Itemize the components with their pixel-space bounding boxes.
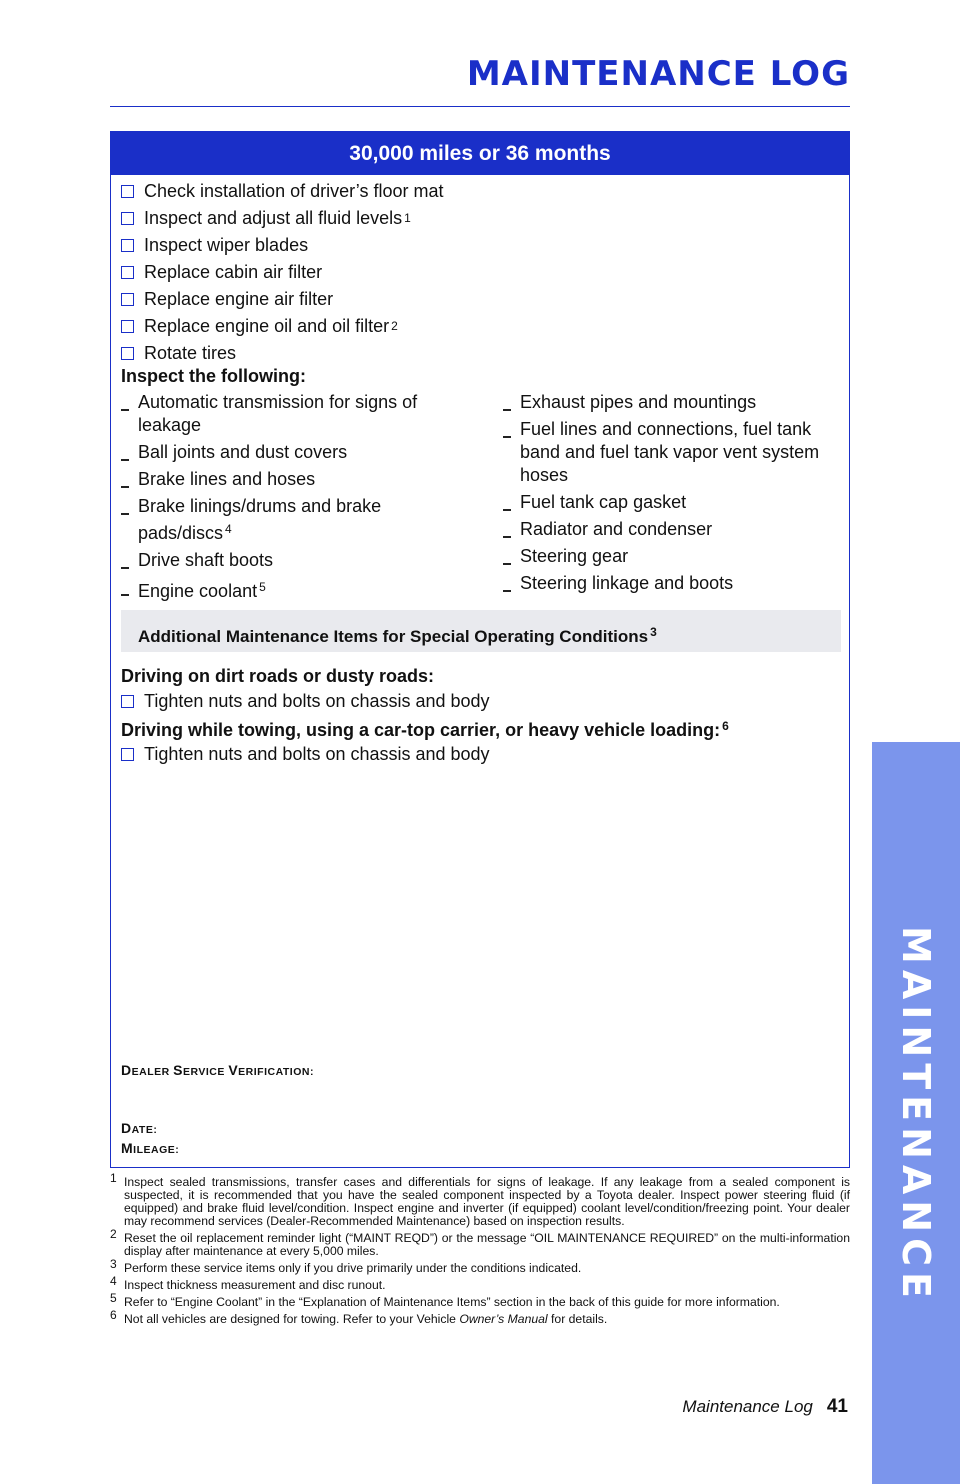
inspect-item: Radiator and condenser bbox=[503, 518, 843, 541]
checkbox-icon[interactable] bbox=[121, 748, 134, 761]
inspect-item: Fuel lines and connections, fuel tank band and fuel tank vapor vent system hoses bbox=[503, 418, 843, 487]
inspect-list-left bbox=[121, 391, 471, 607]
checkbox-icon[interactable] bbox=[121, 293, 134, 306]
inspect-item: Brake linings/drums and brake pads/discs $^4$ bbox=[121, 495, 471, 545]
condition-heading: Driving while towing, using a car-top carrier, or heavy vehicle loading: $^6$ bbox=[121, 719, 729, 740]
checklist-item[interactable]: Check installation of driver’s floor mat bbox=[121, 178, 443, 205]
maintenance-box bbox=[110, 131, 850, 1168]
checkbox-icon[interactable] bbox=[121, 266, 134, 279]
checkbox-icon[interactable] bbox=[121, 239, 134, 252]
inspect-item: Automatic transmission for signs of leakage bbox=[121, 391, 471, 437]
footnote: 2 Reset the oil replacement reminder light (“MAINT REQD”) or the message “OIL MAINTENANCE REQUIRED” on the multi-information display after maintenance at every 5,000 miles. bbox=[110, 1227, 850, 1258]
checklist-item[interactable]: Rotate tires bbox=[121, 340, 443, 367]
section-tab-label: MAINTENANCE bbox=[894, 926, 938, 1304]
inspect-item: Steering gear bbox=[503, 545, 843, 568]
inspect-item: Ball joints and dust covers bbox=[121, 441, 471, 464]
inspect-item: Brake lines and hoses bbox=[121, 468, 471, 491]
footer-section-name: Maintenance Log bbox=[682, 1397, 813, 1416]
interval-title: 30,000 miles or 36 months bbox=[111, 132, 849, 175]
footnotes bbox=[110, 1171, 850, 1330]
inspect-item: Drive shaft boots bbox=[121, 549, 471, 572]
date-label: DATE: bbox=[121, 1120, 158, 1136]
inspect-item: Engine coolant $^5$ bbox=[121, 576, 471, 603]
header-divider bbox=[110, 106, 850, 107]
footnote: 5 Refer to “Engine Coolant” in the “Explanation of Maintenance Items” section in the back of this guide for more information. bbox=[110, 1291, 780, 1309]
footnote: 1 Inspect sealed transmissions, transfer cases and differentials for signs of leakage. If any leakage from a sealed component is suspected, it is recommended that you have the sealed component inspected by a Toyota dealer. Inspect power steering fluid (if equipped) and brake fluid level/condition. Inspect engine and inverter (if equipped) coolant level/condition/freezing point. Your dealer may recommend services (Dealer-Recommended Maintenance) based on inspection results. bbox=[110, 1171, 850, 1228]
inspect-list-right bbox=[503, 391, 843, 599]
inspect-item: Fuel tank cap gasket bbox=[503, 491, 843, 514]
footnote: 6 Not all vehicles are designed for towing. Refer to your Vehicle Owner’s Manual for details. bbox=[110, 1308, 608, 1326]
condition-item[interactable]: Tighten nuts and bolts on chassis and body bbox=[121, 688, 490, 715]
inspect-item: Exhaust pipes and mountings bbox=[503, 391, 843, 414]
condition-item[interactable]: Tighten nuts and bolts on chassis and body bbox=[121, 741, 490, 768]
footnote: 4 Inspect thickness measurement and disc runout. bbox=[110, 1274, 386, 1292]
checklist-item[interactable]: Inspect wiper blades bbox=[121, 232, 443, 259]
condition-heading: Driving on dirt roads or dusty roads: bbox=[121, 666, 435, 686]
page-footer bbox=[682, 1396, 848, 1418]
inspect-heading: Inspect the following: bbox=[121, 366, 306, 386]
checklist-item[interactable]: Replace engine air filter bbox=[121, 286, 443, 313]
checklist-item[interactable]: Replace cabin air filter bbox=[121, 259, 443, 286]
footnote: 3 Perform these service items only if you drive primarily under the conditions indicated. bbox=[110, 1257, 582, 1275]
service-checklist bbox=[121, 178, 443, 367]
checkbox-icon[interactable] bbox=[121, 320, 134, 333]
additional-items-banner: Additional Maintenance Items for Special Operating Conditions $^3$ bbox=[121, 610, 841, 652]
mileage-label: MILEAGE: bbox=[121, 1140, 180, 1156]
checklist-item[interactable]: Inspect and adjust all fluid levels 1 bbox=[121, 205, 443, 232]
checkbox-icon[interactable] bbox=[121, 347, 134, 360]
checklist-item[interactable]: Replace engine oil and oil filter 2 bbox=[121, 313, 443, 340]
page-title: MAINTENANCE LOG bbox=[466, 54, 850, 94]
dealer-verification-label: DEALER SERVICE VERIFICATION: bbox=[121, 1062, 314, 1078]
checkbox-icon[interactable] bbox=[121, 185, 134, 198]
checkbox-icon[interactable] bbox=[121, 695, 134, 708]
checkbox-icon[interactable] bbox=[121, 212, 134, 225]
page-number: 41 bbox=[826, 1396, 848, 1417]
inspect-item: Steering linkage and boots bbox=[503, 572, 843, 595]
